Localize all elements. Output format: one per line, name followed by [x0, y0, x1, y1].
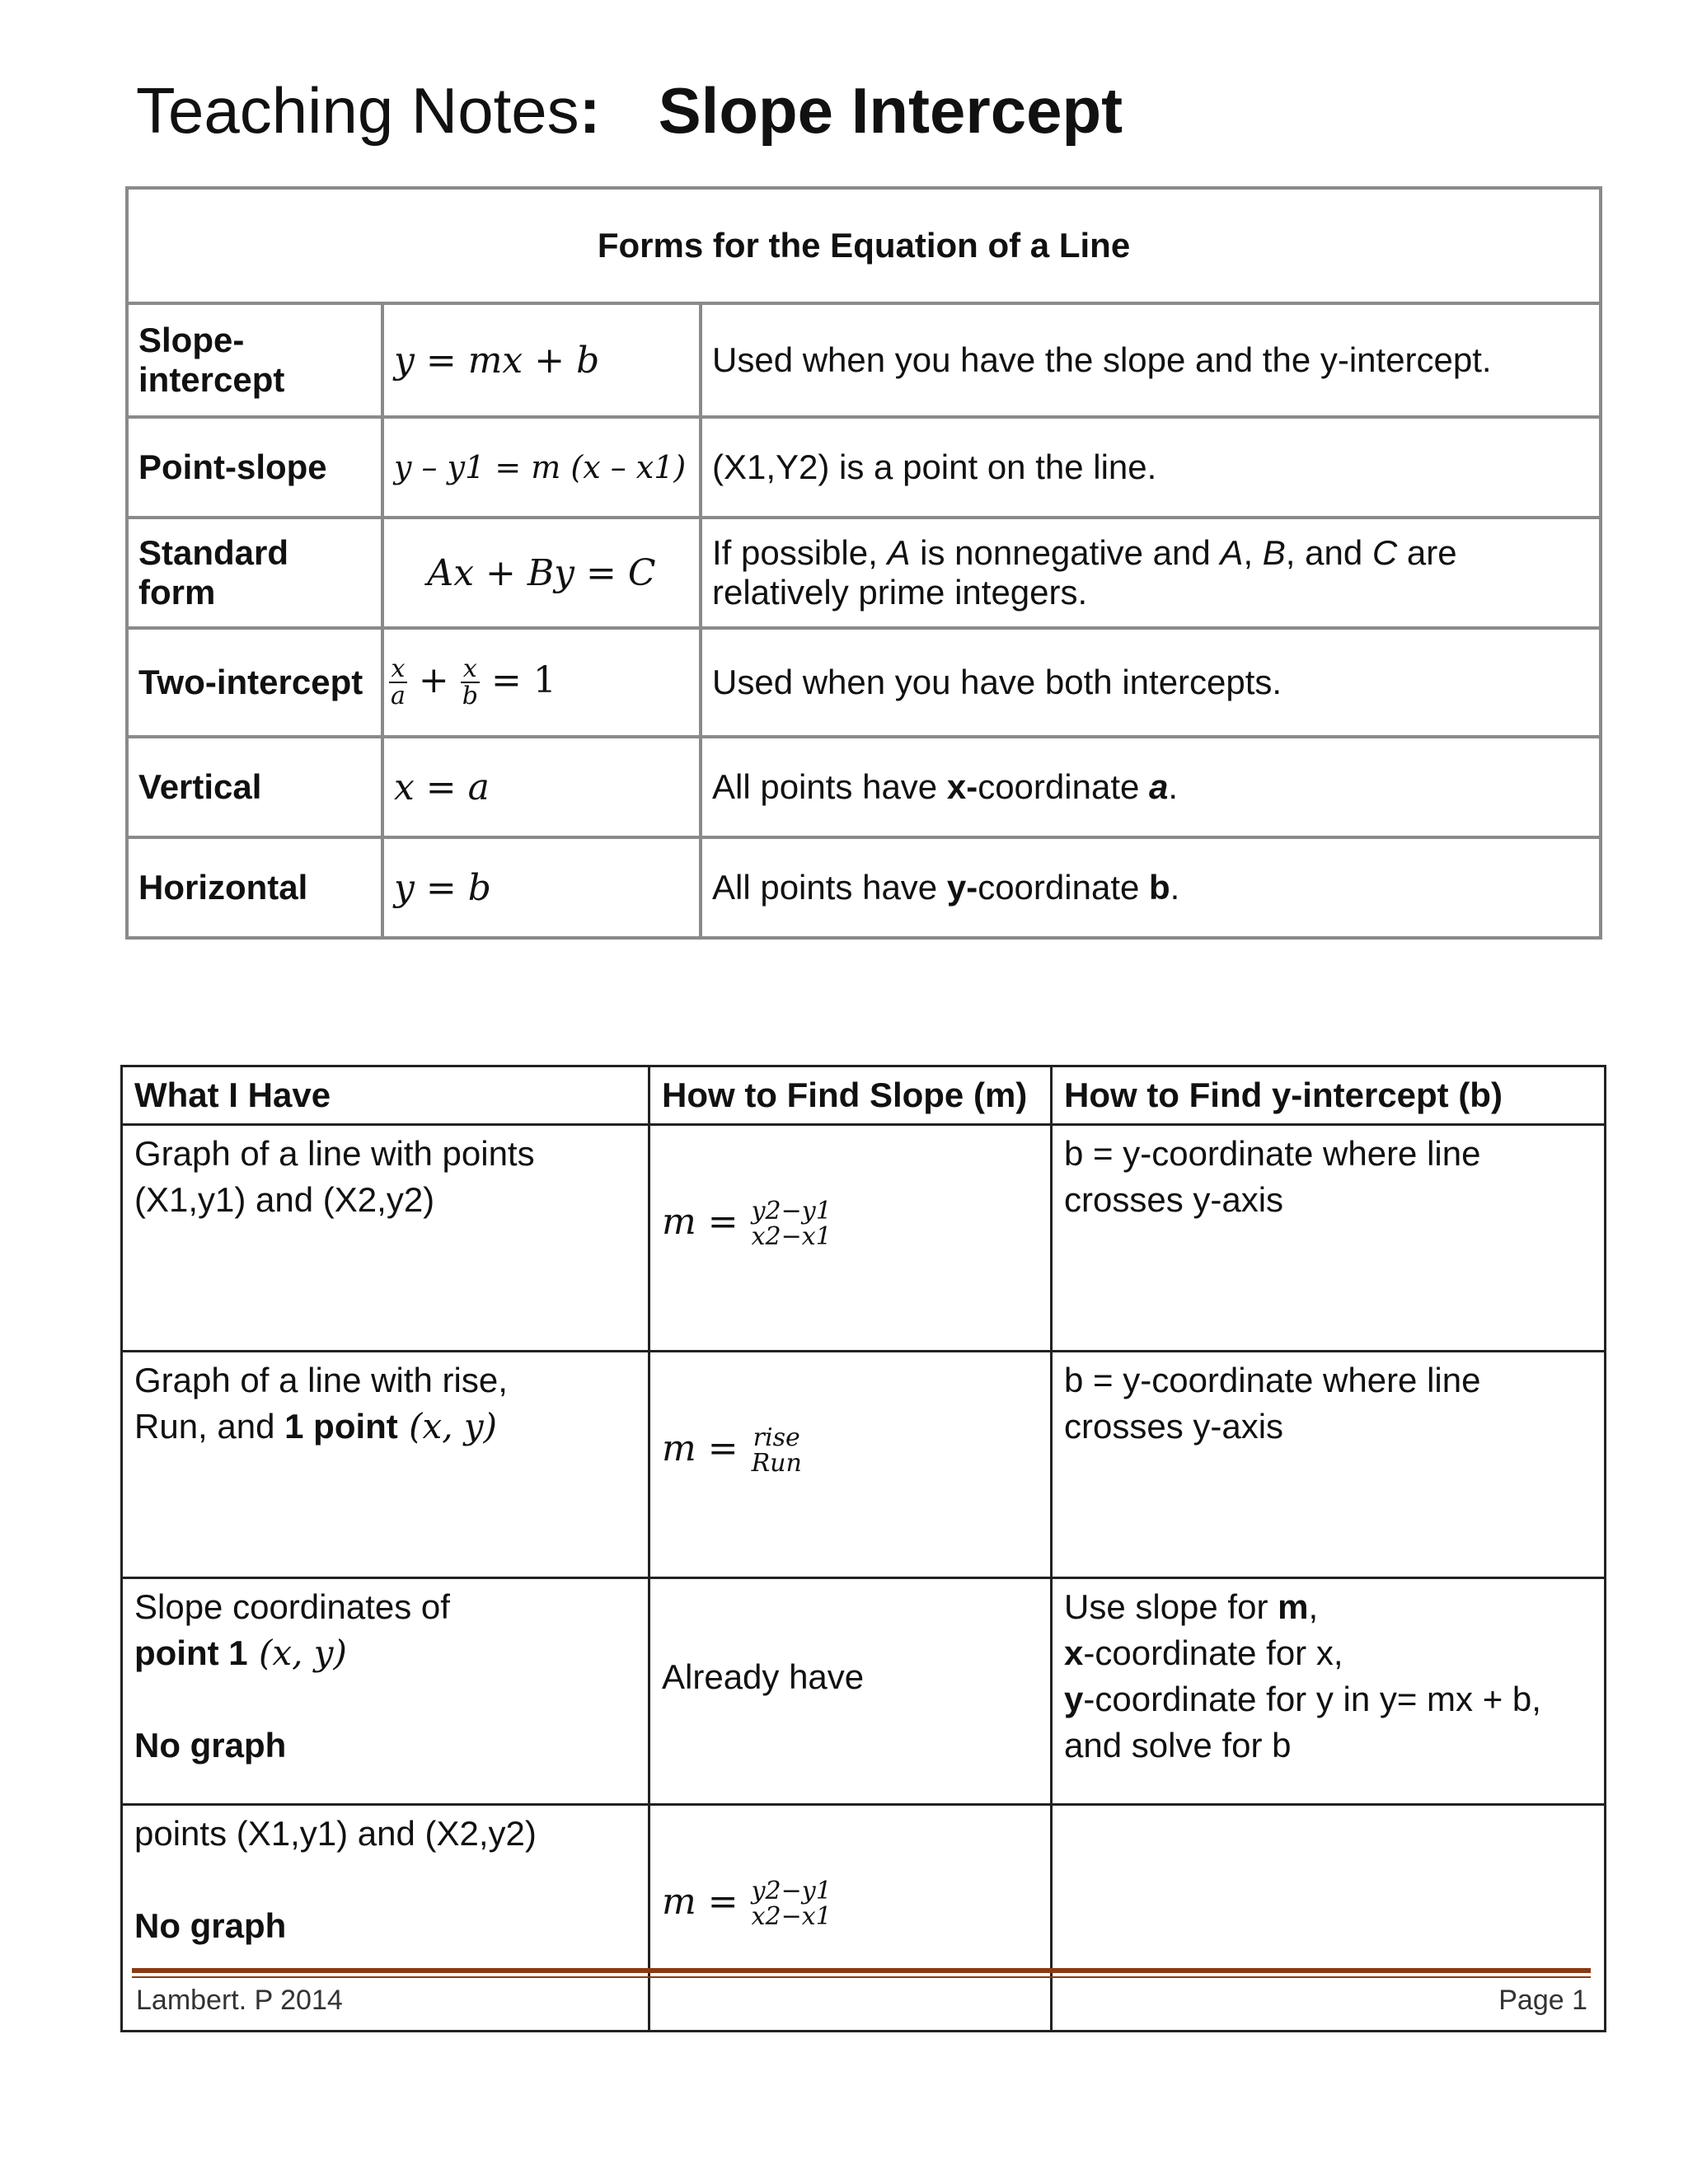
- desc-text: .: [1170, 868, 1180, 907]
- frac-denominator: x2−x1: [751, 1902, 832, 1931]
- desc-text: , and: [1285, 533, 1372, 572]
- slope-formula: [662, 1196, 833, 1251]
- column-header: How to Find y-intercept (b): [1052, 1066, 1606, 1125]
- desc-text: coordinate: [978, 868, 1150, 907]
- cell-bold: 1 point: [284, 1407, 398, 1446]
- find-table: [120, 1065, 1606, 2032]
- cell-line: Graph of a line with points: [134, 1134, 535, 1173]
- cell-text: Run, and: [134, 1407, 285, 1446]
- cell-line: [1064, 1584, 1592, 1630]
- cell-line: (X1,y1) and (X2,y2): [134, 1180, 435, 1219]
- form-label: Vertical: [127, 737, 382, 837]
- form-equation: y = mx + b: [382, 303, 701, 417]
- desc-var: B: [1262, 533, 1286, 572]
- cell-bold: m: [1278, 1587, 1309, 1626]
- have-cell: [122, 1352, 649, 1578]
- intercept-cell: [1052, 1578, 1606, 1805]
- cell-math: (x, y): [397, 1406, 498, 1446]
- intercept-cell: [1052, 1352, 1606, 1578]
- title-main: Slope Intercept: [658, 74, 1123, 147]
- footer-author: Lambert. P 2014: [136, 1985, 343, 2016]
- frac-denominator: Run: [751, 1449, 802, 1478]
- table-row: [122, 1805, 1606, 2032]
- desc-text: is nonnegative and: [910, 533, 1221, 572]
- frac-numerator: y2−y1: [751, 1196, 832, 1226]
- form-label: Two-intercept: [127, 628, 382, 737]
- cell-line: b = y-coordinate where line: [1064, 1361, 1481, 1399]
- table-row: [127, 518, 1601, 628]
- m-equals: m =: [662, 1427, 738, 1469]
- slope-cell: [649, 1125, 1052, 1352]
- m-equals: m =: [662, 1200, 738, 1243]
- cell-text: -coordinate for y in y= mx + b,: [1083, 1680, 1541, 1718]
- cell-line: [134, 1404, 636, 1450]
- cell-bold: y: [1064, 1680, 1084, 1718]
- form-equation: x = a: [382, 737, 701, 837]
- table-row: [122, 1125, 1606, 1352]
- slope-cell: [649, 1578, 1052, 1805]
- title-prefix: Teaching Notes: [136, 74, 579, 147]
- desc-text: are relatively prime integers.: [712, 533, 1457, 612]
- slope-formula: [662, 1422, 804, 1478]
- column-header: What I Have: [122, 1066, 649, 1125]
- form-description: Used when you have both intercepts.: [701, 628, 1601, 737]
- table-row: [127, 417, 1601, 518]
- intercept-cell: [1052, 1125, 1606, 1352]
- cell-line: b = y-coordinate where line: [1064, 1134, 1481, 1173]
- desc-text: .: [1168, 767, 1179, 806]
- title-colon: :: [579, 74, 601, 147]
- page-title: [136, 74, 1123, 147]
- cell-line: Graph of a line with rise,: [134, 1361, 508, 1399]
- desc-text: ,: [1243, 533, 1263, 572]
- cell-math: (x, y): [247, 1633, 347, 1673]
- cell-line: points (X1,y1) and (X2,y2): [134, 1814, 537, 1853]
- desc-var: A: [1220, 533, 1244, 572]
- desc-bold: y-: [946, 868, 978, 907]
- cell-text: Use slope for: [1064, 1587, 1278, 1626]
- form-description: [701, 518, 1601, 628]
- frac-numerator: x: [389, 656, 407, 684]
- fraction: [389, 656, 407, 710]
- frac-denominator: x2−x1: [751, 1222, 832, 1251]
- table-row: [127, 303, 1601, 417]
- footer-rule-thin: [132, 1976, 1591, 1978]
- desc-var: C: [1372, 533, 1398, 572]
- equals-one: = 1: [490, 658, 556, 701]
- have-cell: [122, 1125, 649, 1352]
- cell-bold: x: [1064, 1633, 1084, 1672]
- form-label: Point-slope: [127, 417, 382, 518]
- table-row: [122, 1352, 1606, 1578]
- slope-text: Already have: [662, 1657, 865, 1696]
- fraction: [750, 1422, 804, 1478]
- column-header: How to Find Slope (m): [649, 1066, 1052, 1125]
- forms-table: [125, 186, 1602, 940]
- desc-var: A: [887, 533, 911, 572]
- form-description: Used when you have the slope and the y-intercept.: [701, 303, 1601, 417]
- cell-line: No graph: [134, 1726, 287, 1765]
- cell-line: [1064, 1676, 1592, 1722]
- cell-line: [1064, 1630, 1592, 1676]
- form-label: [127, 303, 382, 417]
- form-label-line: Slope-: [138, 321, 245, 359]
- footer-page-number: Page 1: [1498, 1985, 1587, 2016]
- form-equation: y = b: [382, 837, 701, 938]
- desc-var: a: [1149, 767, 1169, 806]
- form-description: [701, 837, 1601, 938]
- cell-line: Slope coordinates of: [134, 1587, 450, 1626]
- fraction: [461, 656, 480, 710]
- table-header-row: [122, 1066, 1606, 1125]
- cell-text: -coordinate for x,: [1083, 1633, 1343, 1672]
- fraction: [750, 1878, 833, 1930]
- frac-numerator: rise: [753, 1422, 800, 1452]
- form-equation: y – y1 = m (x – x1): [382, 417, 701, 518]
- plus-sign: +: [418, 658, 449, 701]
- frac-denominator: b: [462, 682, 478, 710]
- have-cell: [122, 1578, 649, 1805]
- desc-text: All points have: [712, 868, 947, 907]
- footer-rule: [132, 1968, 1591, 1973]
- cell-line: crosses y-axis: [1064, 1407, 1284, 1446]
- m-equals: m =: [662, 1880, 738, 1923]
- form-label-line: intercept: [138, 360, 285, 399]
- form-description: [701, 737, 1601, 837]
- slope-cell: [649, 1352, 1052, 1578]
- fraction: [750, 1198, 833, 1250]
- table-row: [122, 1578, 1606, 1805]
- frac-denominator: a: [391, 682, 406, 710]
- desc-text: If possible,: [712, 533, 888, 572]
- cell-line: and solve for b: [1064, 1726, 1292, 1765]
- form-equation: Ax + By = C: [382, 518, 701, 628]
- form-equation: [382, 628, 701, 737]
- cell-line: crosses y-axis: [1064, 1180, 1284, 1219]
- form-label: Standard form: [127, 518, 382, 628]
- forms-table-header: Forms for the Equation of a Line: [127, 188, 1601, 303]
- slope-formula: [662, 1876, 833, 1931]
- desc-text: All points have: [712, 767, 947, 806]
- slope-cell: [649, 1805, 1052, 2032]
- cell-text: ,: [1308, 1587, 1319, 1626]
- table-row: [127, 737, 1601, 837]
- desc-var: b: [1149, 868, 1170, 907]
- desc-text: coordinate: [978, 767, 1150, 806]
- cell-line: [134, 1630, 636, 1676]
- table-row: [127, 628, 1601, 737]
- desc-bold: x-: [946, 767, 978, 806]
- cell-bold: point 1: [134, 1633, 248, 1672]
- table-row: [127, 837, 1601, 938]
- form-label: Horizontal: [127, 837, 382, 938]
- cell-line: No graph: [134, 1906, 287, 1945]
- frac-numerator: y2−y1: [751, 1876, 832, 1905]
- frac-numerator: x: [461, 656, 480, 684]
- form-description: (X1,Y2) is a point on the line.: [701, 417, 1601, 518]
